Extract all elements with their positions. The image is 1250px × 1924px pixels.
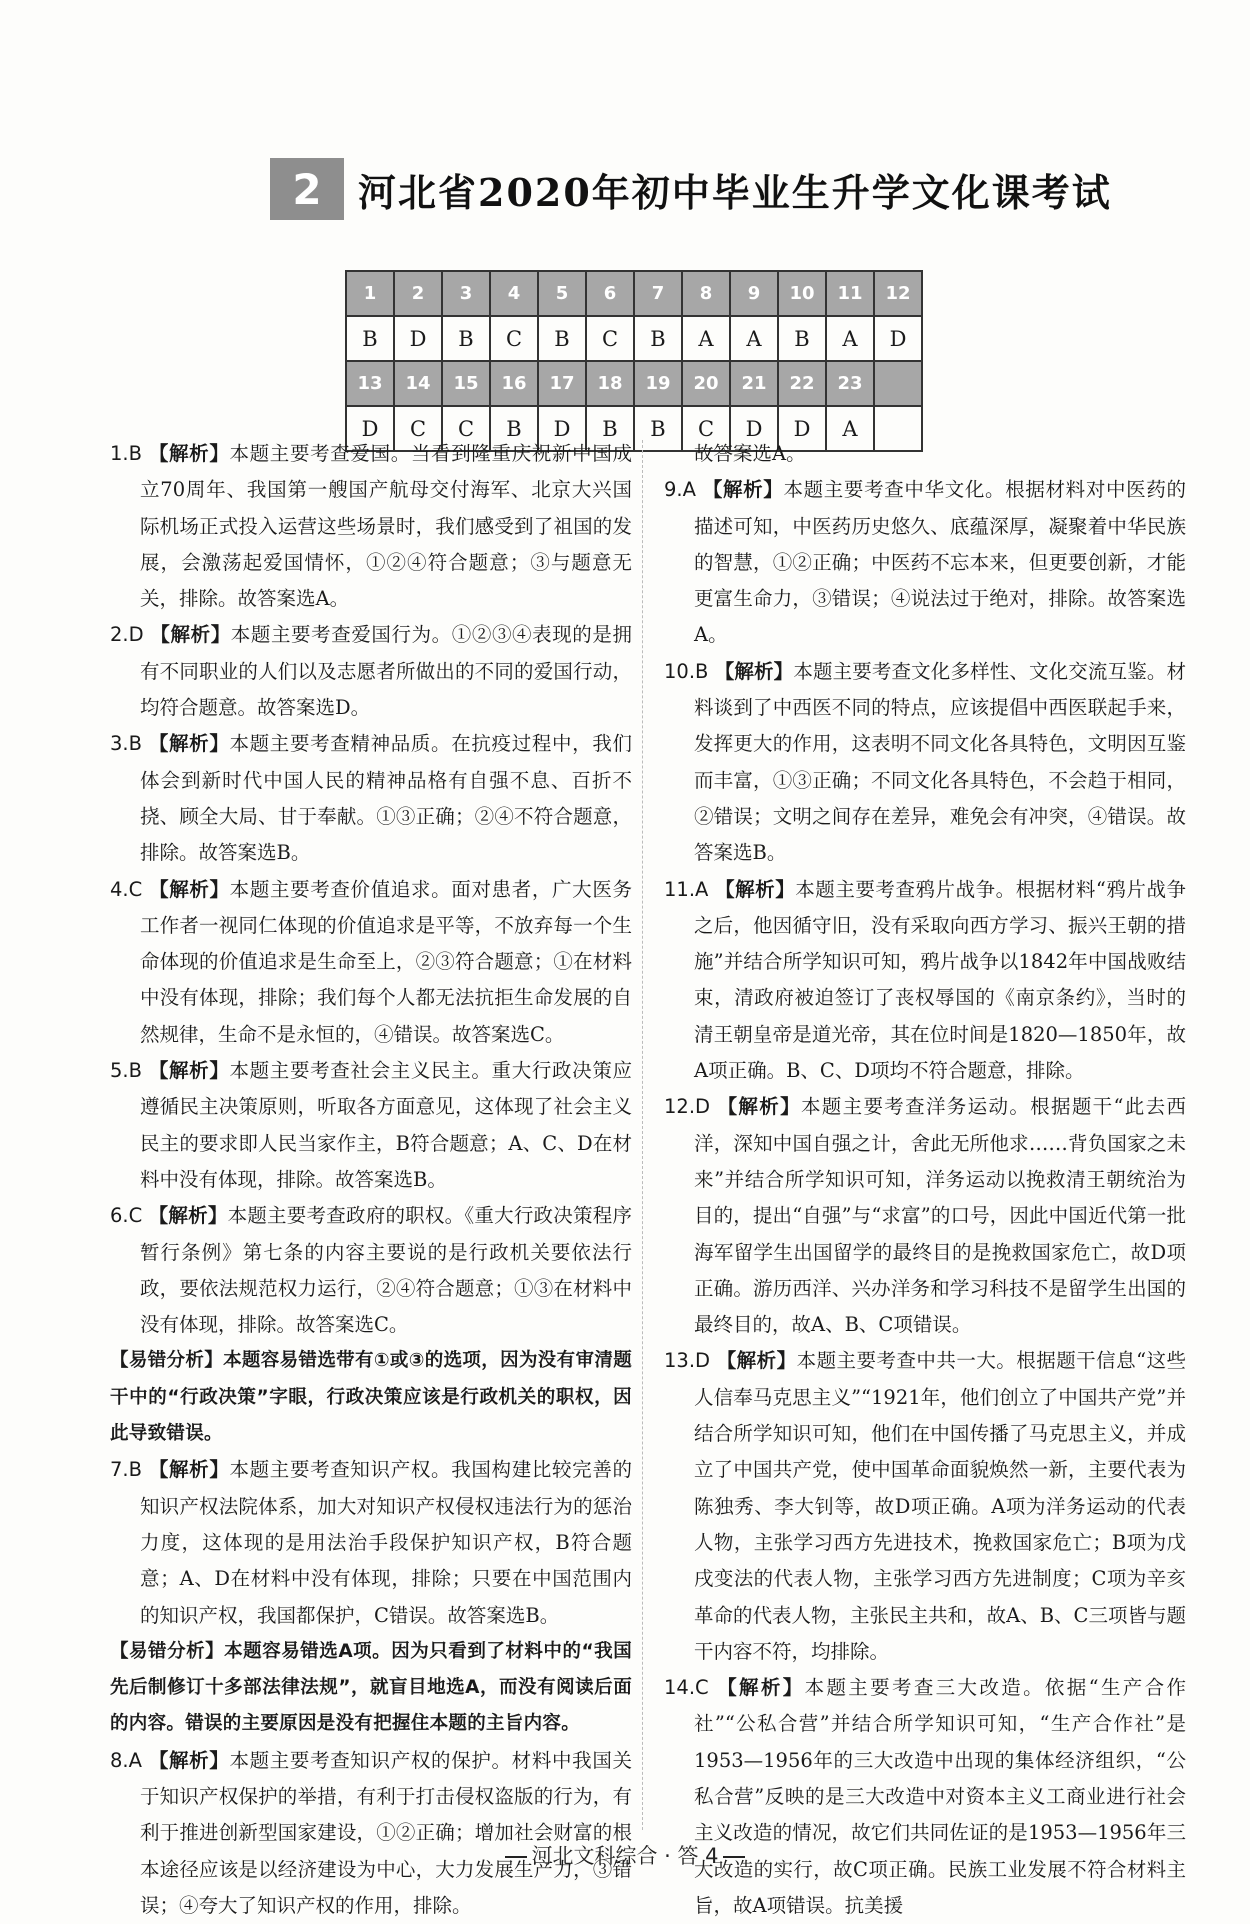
answer-cell: 8 [682, 271, 730, 316]
analysis-tag: 【解析】 [149, 877, 230, 901]
answer-cell: 14 [394, 361, 442, 406]
right-column [664, 436, 1186, 1924]
answer-cell: 13 [346, 361, 394, 406]
answer-cell: B [442, 316, 490, 361]
answer-explanation [110, 726, 632, 871]
page-title: 河北省2020年初中毕业生升学文化课考试 [358, 169, 1112, 215]
analysis-tag: 【解析】 [715, 877, 796, 901]
answer-cell: 10 [778, 271, 826, 316]
answer-cell: 12 [874, 271, 922, 316]
answer-cell: B [490, 406, 538, 451]
column-divider [642, 440, 643, 1830]
answer-cell: 23 [826, 361, 874, 406]
answer-explanation [664, 1089, 1186, 1343]
footer-dash-left [505, 1856, 527, 1858]
question-number: 5.B [110, 1059, 149, 1083]
answer-cell: C [586, 316, 634, 361]
analysis-tag: 【解析】 [702, 478, 784, 502]
answer-cell: 15 [442, 361, 490, 406]
question-number: 10.B [664, 659, 715, 683]
answer-cell: D [874, 316, 922, 361]
answer-cell: B [634, 316, 682, 361]
question-number: 1.B [110, 442, 149, 465]
error-analysis-note: 【易错分析】本题容易错选A项。因为只看到了材料中的“我国先后制修订十多部法律法规”，就盲目地选A，而没有阅读后面的内容。错误的主要原因是没有把握住本题的主旨内容。 [110, 1640, 632, 1735]
footer-dash-right [723, 1856, 745, 1858]
answer-cell [874, 361, 922, 406]
answer-cell: 7 [634, 271, 682, 316]
question-number: 12.D [664, 1095, 718, 1119]
answer-cell: 9 [730, 271, 778, 316]
footer-text: 河北文科综合 · 答 4 [531, 1844, 719, 1868]
answer-explanation [110, 872, 632, 1053]
answer-cell: 5 [538, 271, 586, 316]
answer-cell: 19 [634, 361, 682, 406]
analysis-tag: 【解析】 [148, 1748, 230, 1772]
explanation-text: 本题主要考查爱国。当看到隆重庆祝新中国成立70周年、我国第一艘国产航母交付海军、北京大兴国际机场正式投入运营这些场景时，我们感受到了祖国的发展，会激荡起爱国情怀，①②④符合题意；③与题意无关，排除。故答案选A。 [140, 442, 632, 611]
analysis-tag: 【解析】 [714, 659, 794, 683]
left-column [110, 436, 632, 1924]
section-badge: 2 [270, 158, 344, 220]
question-number: 9.A [664, 478, 703, 502]
explanation-text: 本题主要考查中华文化。根据材料对中医药的描述可知，中医药历史悠久、底蕴深厚，凝聚着中华民族的智慧，①②正确；中医药不忘本来，但更要创新，才能更富生命力，③错误；④说法过于绝对，排除。故答案选A。 [694, 478, 1186, 647]
answer-row-answers-1 [346, 316, 922, 361]
answer-row-numbers-1 [346, 271, 922, 316]
answer-cell: D [730, 406, 778, 451]
answer-cell: D [394, 316, 442, 361]
answer-cell: B [634, 406, 682, 451]
analysis-tag: 【解析】 [148, 1458, 230, 1482]
answer-cell: A [826, 316, 874, 361]
answer-explanation [664, 472, 1186, 653]
explanation-text: 本题主要考查文化多样性、文化交流互鉴。材料谈到了中西医不同的特点，应该提倡中西医联起手来，发挥更大的作用，这表明不同文化各具特色，文明因互鉴而丰富，①③正确；不同文化各具特色，不会趋于相同，②错误；文明之间存在差异，难免会有冲突，④错误。故答案选B。 [694, 659, 1186, 865]
analysis-tag: 【解析】 [150, 623, 231, 647]
question-number: 6.C [110, 1204, 149, 1228]
analysis-tag: 【解析】 [716, 1349, 797, 1373]
answer-cell: C [442, 406, 490, 451]
answer-cell: 16 [490, 361, 538, 406]
title-bar [270, 158, 1112, 220]
answer-cell: 11 [826, 271, 874, 316]
explanation-text: 本题主要考查政府的职权。《重大行政决策程序暂行条例》第七条的内容主要说的是行政机关要依法行政，要依法规范权力运行，②④符合题意；①③在材料中没有体现，排除。故答案选C。 [140, 1204, 632, 1337]
answer-explanation [110, 1452, 632, 1633]
answer-cell: A [682, 316, 730, 361]
answer-cell: 2 [394, 271, 442, 316]
answer-explanation [110, 617, 632, 726]
answer-explanation [664, 654, 1186, 872]
answer-cell: 20 [682, 361, 730, 406]
answer-table [345, 270, 923, 452]
answer-cell: 21 [730, 361, 778, 406]
analysis-tag: 【解析】 [717, 1095, 801, 1119]
answer-row-numbers-2 [346, 361, 922, 406]
error-analysis-note: 【易错分析】本题容易错选带有①或③的选项，因为没有审清题干中的“行政决策”字眼，行政决策应该是行政机关的职权，因此导致错误。 [110, 1350, 632, 1445]
answer-cell: A [730, 316, 778, 361]
answer-cell: B [346, 316, 394, 361]
answer-cell: D [538, 406, 586, 451]
analysis-tag: 【解析】 [148, 1204, 228, 1228]
explanation-text: 本题主要考查三大改造。依据“生产合作社”“公私合营”并结合所学知识可知，“生产合作社”是1953—1956年的三大改造中出现的集体经济组织，“公私合营”反映的是三大改造中对资本主义工商业进行社会主义改造的情况，故它们共同佐证的是1953—1956年三大改造的实行，故C项正确。民族工业发展不符合材料主旨，故A项错误。抗美援 [694, 1676, 1186, 1917]
explanation-text: 本题主要考查精神品质。在抗疫过程中，我们体会到新时代中国人民的精神品格有自强不息、百折不挠、顾全大局、甘于奉献。①③正确；②④不符合题意，排除。故答案选B。 [140, 732, 632, 865]
question-number: 11.A [664, 877, 716, 901]
answer-cell: C [490, 316, 538, 361]
answer-explanation [664, 872, 1186, 1090]
explanation-text: 本题主要考查社会主义民主。重大行政决策应遵循民主决策原则，听取各方面意见，这体现了社会主义民主的要求即人民当家作主，B符合题意；A、C、D在材料中没有体现，排除。故答案选B。 [140, 1059, 632, 1191]
answer-cell: C [394, 406, 442, 451]
explanation-text: 本题主要考查鸦片战争。根据材料“鸦片战争之后，他因循守旧，没有采取向西方学习、振兴王朝的措施”并结合所学知识可知，鸦片战争以1842年中国战败结束，清政府被迫签订了丧权辱国的《南京条约》，当时的清王朝皇帝是道光帝，其在位时间是1820—1850年，故A项正确。B、C、D项均不符合题意，排除。 [694, 877, 1186, 1083]
answer-cell: A [826, 406, 874, 451]
explanation-text: 本题主要考查洋务运动。根据题干“此去西洋，深知中国自强之计，舍此无所他求……背负国家之未来”并结合所学知识可知，洋务运动以挽救清王朝统治为目的，提出“自强”与“求富”的口号，因此中国近代第一批海军留学生出国留学的最终目的是挽救国家危亡，故D项正确。游历西洋、兴办洋务和学习科技不是留学生出国的最终目的，故A、B、C项错误。 [694, 1095, 1186, 1337]
answer-cell: 17 [538, 361, 586, 406]
answer-explanation [110, 1053, 632, 1198]
answer-cell: 22 [778, 361, 826, 406]
explanation-text: 本题主要考查中共一大。根据题干信息“这些人信奉马克思主义”“1921年，他们创立了中国共产党”并结合所学知识可知，他们在中国传播了马克思主义，并成立了中国共产党，使中国革命面貌焕然一新，主要代表为陈独秀、李大钊等，故D项正确。A项为洋务运动的代表人物，主张学习西方先进技术，挽救国家危亡；B项为戊戌变法的代表人物，主张学习西方先进制度；C项为辛亥革命的代表人物，主张民主共和，故A、B、C三项皆与题干内容不符，均排除。 [694, 1349, 1186, 1663]
answer-explanation [110, 1743, 632, 1924]
explanation-text: 本题主要考查知识产权。我国构建比较完善的知识产权法院体系，加大对知识产权侵权违法行为的惩治力度，这体现的是用法治手段保护知识产权，B符合题意；A、D在材料中没有体现，排除；只要在中国范围内的知识产权，我国都保护，C错误。故答案选B。 [140, 1458, 632, 1627]
answer-cell: B [586, 406, 634, 451]
question-number: 3.B [110, 732, 149, 756]
question-number: 14.C [664, 1676, 718, 1700]
question-number: 2.D [110, 623, 151, 647]
question-number: 8.A [110, 1748, 149, 1772]
answer-cell: B [778, 316, 826, 361]
analysis-tag: 【解析】 [148, 442, 230, 465]
answer-cell: 1 [346, 271, 394, 316]
question-number: 13.D [664, 1349, 717, 1373]
explanation-text: 本题主要考查价值追求。面对患者，广大医务工作者一视同仁体现的价值追求是平等，不放弃每一个生命体现的价值追求是生命至上，②③符合题意；①在材料中没有体现，排除；我们每个人都无法抗拒生命发展的自然规律，生命不是永恒的，④错误。故答案选C。 [140, 877, 632, 1046]
analysis-tag: 【解析】 [148, 732, 230, 756]
analysis-tag: 【解析】 [148, 1059, 230, 1083]
page-footer [0, 1840, 1250, 1870]
answer-cell: 6 [586, 271, 634, 316]
answer-explanation [110, 1198, 632, 1343]
answer-explanation [664, 1343, 1186, 1670]
continued-text: 故答案选A。 [694, 442, 806, 465]
analysis-tag: 【解析】 [717, 1676, 805, 1700]
answer-cell: C [682, 406, 730, 451]
answer-cell: 18 [586, 361, 634, 406]
answer-cell: D [346, 406, 394, 451]
answer-cell: 3 [442, 271, 490, 316]
question-number: 4.C [110, 877, 150, 901]
answer-cell: B [538, 316, 586, 361]
explanation-text: 本题主要考查知识产权的保护。材料中我国关于知识产权保护的举措，有利于打击侵权盗版的行为，有利于推进创新型国家建设，①②正确；增加社会财富的根本途径应该是以经济建设为中心，大力发展生产力，③错误；④夸大了知识产权的作用，排除。 [140, 1748, 632, 1917]
question-number: 7.B [110, 1458, 149, 1482]
answer-cell: D [778, 406, 826, 451]
answer-explanation [110, 436, 632, 617]
answer-cell: 4 [490, 271, 538, 316]
explanation-text: 本题主要考查爱国行为。①②③④表现的是拥有不同职业的人们以及志愿者所做出的不同的爱国行动，均符合题意。故答案选D。 [140, 623, 632, 720]
